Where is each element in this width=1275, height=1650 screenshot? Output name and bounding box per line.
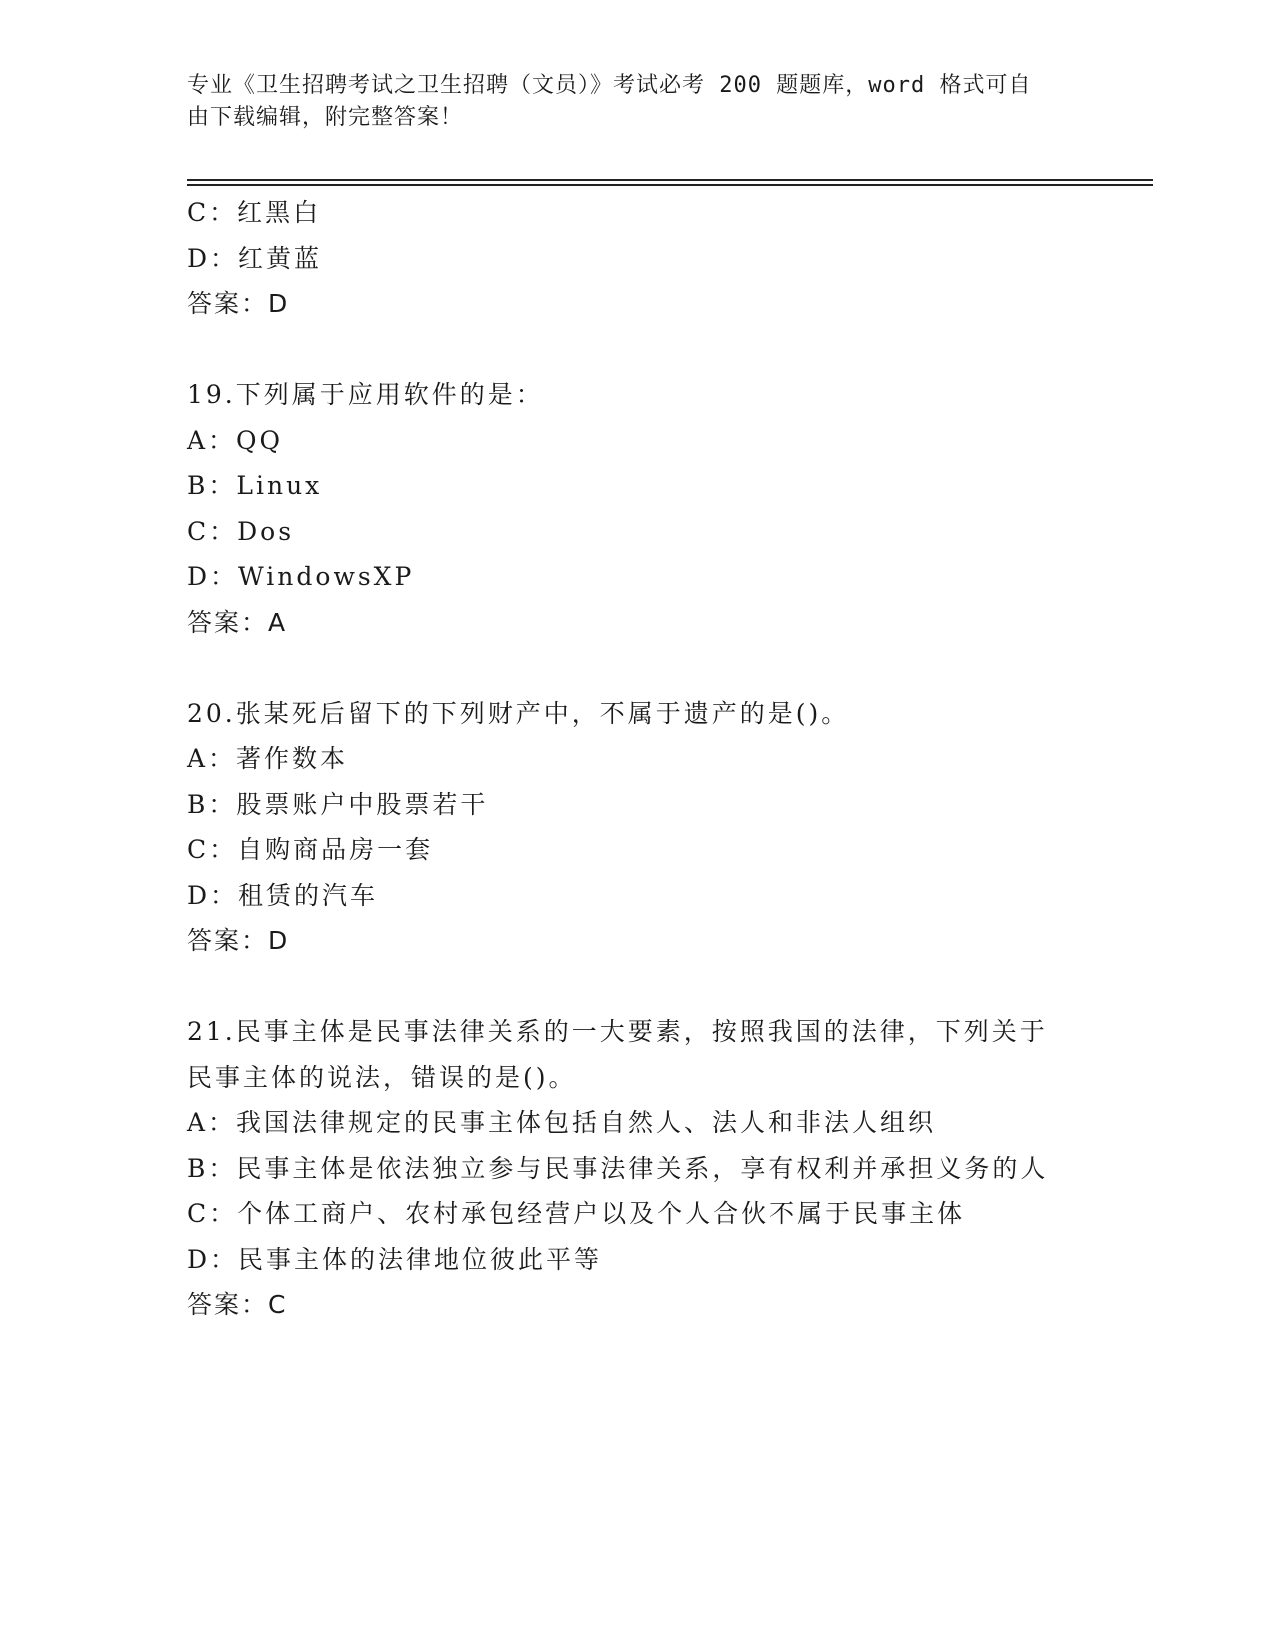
option-d: D：红黄蓝 xyxy=(187,243,323,273)
option-a: A：著作数本 xyxy=(187,744,349,773)
option-c: C：个体工商户、农村承包经营户以及个人合伙不属于民事主体 xyxy=(187,1199,966,1228)
header-line-1: 专业《卫生招聘考试之卫生招聘（文员）》考试必考 200 题题库，word 格式可自 xyxy=(187,73,1032,98)
spacer xyxy=(187,327,1147,373)
option-d: D：民事主体的法律地位彼此平等 xyxy=(187,1244,603,1274)
spacer xyxy=(187,645,1147,691)
answer-label: 答案：A xyxy=(187,607,288,637)
question-20 xyxy=(187,691,1147,964)
question-21 xyxy=(187,1009,1147,1328)
question-text: 19.下列属于应用软件的是： xyxy=(187,380,544,409)
header-divider-bottom xyxy=(187,184,1153,186)
document-header xyxy=(187,70,1087,134)
question-text-line-2: 民事主体的说法，错误的是()。 xyxy=(187,1062,577,1092)
option-b: B：民事主体是依法独立参与民事法律关系，享有权利并承担义务的人 xyxy=(187,1153,1049,1183)
question-text-line-1: 21.民事主体是民事法律关系的一大要素，按照我国的法律，下列关于 xyxy=(187,1017,1048,1046)
question-text: 20.张某死后留下的下列财产中，不属于遗产的是()。 xyxy=(187,698,850,728)
option-b: B：Linux xyxy=(187,471,323,500)
header-line-2: 由下载编辑，附完整答案！ xyxy=(187,105,464,130)
answer-label: 答案：D xyxy=(187,289,290,318)
question-19 xyxy=(187,372,1147,645)
option-a: A：我国法律规定的民事主体包括自然人、法人和非法人组织 xyxy=(187,1108,937,1137)
header-divider-top xyxy=(187,179,1153,181)
option-c: C：红黑白 xyxy=(187,198,322,227)
option-d: D：租赁的汽车 xyxy=(187,880,379,910)
question-18-tail xyxy=(187,190,1147,327)
answer-label: 答案：C xyxy=(187,1290,288,1319)
answer-label: 答案：D xyxy=(187,926,290,955)
option-c: C：自购商品房一套 xyxy=(187,835,434,864)
option-c: C：Dos xyxy=(187,516,295,546)
option-a: A：QQ xyxy=(187,425,284,455)
option-d: D：WindowsXP xyxy=(187,562,415,591)
spacer xyxy=(187,964,1147,1010)
option-b: B：股票账户中股票若干 xyxy=(187,789,489,819)
question-list xyxy=(187,190,1147,1328)
